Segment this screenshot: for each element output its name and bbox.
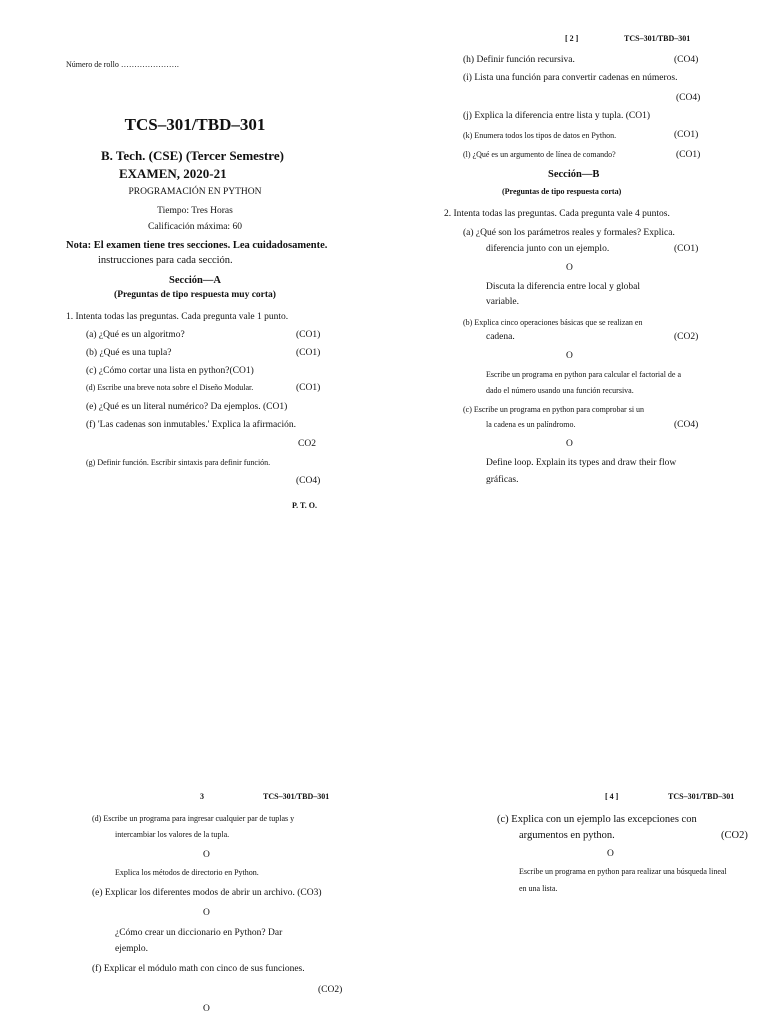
exam-title: EXAMEN, 2020-21 <box>119 166 227 181</box>
item-1d: (d) Escribe una breve nota sobre el Diseño Modular. <box>86 383 254 392</box>
item-2b: (b) Explica cinco operaciones básicas que se realizan en <box>463 318 643 327</box>
exam-time: Tiempo: Tres Horas <box>157 206 233 216</box>
or-2a: O <box>566 263 573 273</box>
question-2: 2. Intenta todas las preguntas. Cada pregunta vale 4 puntos. <box>444 209 670 219</box>
page-4-number: [ 4 ] <box>605 792 619 801</box>
item-4c-alt-cont: en una lista. <box>519 884 558 893</box>
item-2c-alt-cont: gráficas. <box>486 475 519 485</box>
page-2-number: [ 2 ] <box>565 34 579 43</box>
item-1c: (c) ¿Cómo cortar una lista en python?(CO1) <box>86 366 254 376</box>
item-2b-alt: Escribe un programa en python para calcular el factorial de a <box>486 370 682 379</box>
item-2d-alt: Explica los métodos de directorio en Python. <box>115 868 259 877</box>
item-1i: (i) Lista una función para convertir cadenas en números. <box>463 73 678 83</box>
page-3-number: 3 <box>200 792 204 801</box>
item-1h: (h) Definir función recursiva. <box>463 55 575 65</box>
item-1h-co: (CO4) <box>674 55 699 65</box>
item-2f: (f) Explicar el módulo math con cinco de sus funciones. <box>92 964 305 974</box>
roll-number-line: Número de rollo …………………. <box>66 60 179 69</box>
or-2d: O <box>203 850 210 860</box>
item-1a-co: (CO1) <box>296 330 321 340</box>
section-a-title: Sección—A <box>169 275 221 286</box>
item-1k-co: (CO1) <box>674 130 699 140</box>
item-1l: (l) ¿Qué es un argumento de línea de comando? <box>463 150 616 159</box>
item-2c-alt: Define loop. Explain its types and draw their flow <box>486 458 677 468</box>
item-1j: (j) Explica la diferencia entre lista y tupla. (CO1) <box>463 111 651 121</box>
or-2e: O <box>203 908 210 918</box>
or-2b: O <box>566 351 573 361</box>
item-2a-alt: Discuta la diferencia entre local y global <box>486 282 641 292</box>
item-2d-cont: intercambiar los valores de la tupla. <box>115 830 230 839</box>
note-line-2: instrucciones para cada sección. <box>98 255 233 266</box>
item-2e: (e) Explicar los diferentes modos de abrir un archivo. (CO3) <box>92 888 322 898</box>
item-2a-cont: diferencia junto con un ejemplo. <box>486 244 610 254</box>
item-1d-co: (CO1) <box>296 383 321 393</box>
item-1e: (e) ¿Qué es un literal numérico? Da ejemplos. (CO1) <box>86 402 288 412</box>
item-4c-cont: argumentos en python. <box>519 830 615 841</box>
please-turn-over: P. T. O. <box>292 501 317 510</box>
item-2a-alt-cont: variable. <box>486 297 519 307</box>
item-2b-co: (CO2) <box>674 332 699 342</box>
item-1f: (f) 'Las cadenas son inmutables.' Explica la afirmación. <box>86 420 296 430</box>
item-2f-co: (CO2) <box>318 985 343 995</box>
subject-title: PROGRAMACIÓN EN PYTHON <box>128 187 262 197</box>
max-marks: Calificación máxima: 60 <box>148 222 242 232</box>
item-1b: (b) ¿Qué es una tupla? <box>86 348 172 358</box>
note-line-1: Nota: El examen tiene tres secciones. Lea cuidadosamente. <box>66 240 328 251</box>
or-2f: O <box>203 1004 210 1014</box>
item-2e-alt-cont: ejemplo. <box>115 944 148 954</box>
section-b-title: Sección—B <box>548 169 600 180</box>
item-1g-co: (CO4) <box>296 476 321 486</box>
item-4c-alt: Escribe un programa en python para realizar una búsqueda lineal <box>519 867 727 876</box>
item-1g: (g) Definir función. Escribir sintaxis para definir función. <box>86 458 271 467</box>
section-b-subtitle: (Preguntas de tipo respuesta corta) <box>502 187 622 196</box>
item-1f-co: CO2 <box>298 439 316 449</box>
item-2c-cont: la cadena es un palíndromo. <box>486 420 576 429</box>
item-2c-co: (CO4) <box>674 420 699 430</box>
page-2-code: TCS–301/TBD–301 <box>624 34 691 43</box>
or-4c: O <box>607 849 614 859</box>
item-2c: (c) Escribe un programa en python para comprobar si un <box>463 405 645 414</box>
question-1-text: 1. Intenta todas las preguntas. Cada pregunta vale 1 punto. <box>66 312 289 322</box>
section-a-subtitle: (Preguntas de tipo respuesta muy corta) <box>114 290 276 300</box>
item-1l-co: (CO1) <box>676 150 701 160</box>
item-2e-alt: ¿Cómo crear un diccionario en Python? Dar <box>115 928 283 938</box>
item-1i-co: (CO4) <box>676 93 701 103</box>
page-3-code: TCS–301/TBD–301 <box>263 792 330 801</box>
item-4c: (c) Explica con un ejemplo las excepciones con <box>497 814 697 825</box>
item-2d: (d) Escribe un programa para ingresar cualquier par de tuplas y <box>92 814 295 823</box>
question-1 <box>66 312 382 322</box>
item-4c-co: (CO2) <box>721 830 748 841</box>
or-2c: O <box>566 439 573 449</box>
item-1a: (a) ¿Qué es un algoritmo? <box>86 330 185 340</box>
item-2b-alt-cont: dado el número usando una función recursiva. <box>486 386 634 395</box>
item-1k: (k) Enumera todos los tipos de datos en Python. <box>463 131 617 140</box>
item-2a-co: (CO1) <box>674 244 699 254</box>
item-2b-cont: cadena. <box>486 332 515 342</box>
program-title: B. Tech. (CSE) (Tercer Semestre) <box>101 148 284 163</box>
page-4-code: TCS–301/TBD–301 <box>668 792 735 801</box>
paper-code: TCS–301/TBD–301 <box>124 115 266 134</box>
item-2a: (a) ¿Qué son los parámetros reales y formales? Explica. <box>463 228 675 238</box>
item-1b-co: (CO1) <box>296 348 321 358</box>
